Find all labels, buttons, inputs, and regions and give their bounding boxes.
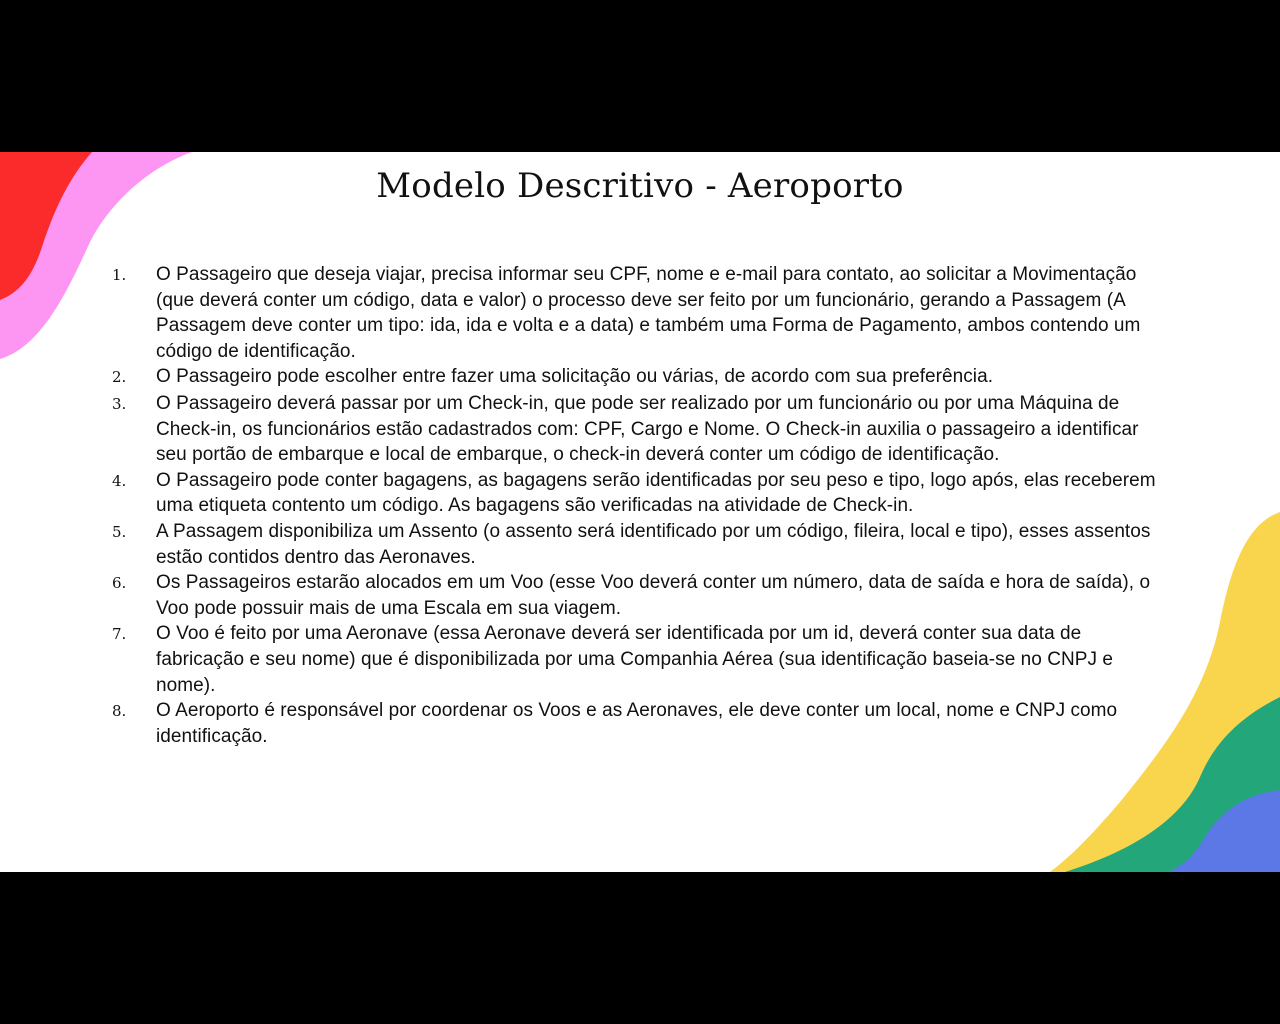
- list-item-text: O Passageiro pode conter bagagens, as bagagens serão identificadas por seu peso e tipo, logo após, elas receberem uma etiqueta contento um código. As bagagens são verificadas na atividade de Check-in.: [156, 469, 1156, 517]
- list-item-number: 1.: [112, 266, 127, 284]
- list-item-number: 6.: [112, 574, 127, 593]
- list-item-text: O Aeroporto é responsável por coordenar os Voos e as Aeronaves, ele deve conter um local, nome e CNPJ como identificação.: [156, 700, 1118, 747]
- list-item: [112, 519, 1172, 570]
- list-item-number: 7.: [112, 625, 127, 644]
- list-item: [112, 364, 1172, 391]
- list-item-number: 3.: [112, 394, 127, 413]
- list-item-number: 4.: [112, 471, 127, 490]
- list-item-text: O Voo é feito por uma Aeronave (essa Aeronave deverá ser identificada por um id, deverá conter sua data de fabricação e seu nome) que é disponibilizada por uma Companhia Aérea (sua identificação baseia-se no CNPJ e nome).: [156, 623, 1113, 696]
- list-item: [112, 262, 1172, 364]
- list-item: [112, 698, 1172, 749]
- slide-title: Modelo Descritivo - Aeroporto: [376, 166, 904, 206]
- list-item-text: O Passageiro pode escolher entre fazer uma solicitação ou várias, de acordo com sua preferência.: [156, 366, 994, 388]
- list-item-text: Os Passageiros estarão alocados em um Voo (esse Voo deverá conter um número, data de saída e hora de saída), o Voo pode possuir mais de uma Escala em sua viagem.: [156, 572, 1151, 619]
- list-item-number: 5.: [112, 522, 127, 541]
- list-item: [112, 621, 1172, 698]
- list-item-text: O Passageiro deverá passar por um Check-in, que pode ser realizado por um funcionário ou por uma Máquina de Check-in, os funcionários estão cadastrados com: CPF, Cargo e Nome. O Check-in auxilia o passageiro a identificar seu portão de embarque e local de embarque, o check-in deverá conter um código de identificação.: [156, 392, 1139, 466]
- list-item: [112, 570, 1172, 621]
- list-item-text: O Passageiro que deseja viajar, precisa informar seu CPF, nome e e-mail para contato, ao solicitar a Movimentação (que deverá conter um código, data e valor) o processo deve ser feito por um funcionário, gerando a Passagem (A Passagem deve conter um tipo: ida, ida e volta e a data) e também uma Forma de Pagamento, ambos contendo um código de identificação.: [156, 264, 1141, 362]
- numbered-list: [112, 262, 1172, 749]
- slide: [0, 152, 1280, 872]
- list-item-number: 2.: [112, 368, 127, 387]
- list-item-number: 8.: [112, 702, 127, 721]
- list-item: [112, 391, 1172, 468]
- list-item: [112, 468, 1172, 519]
- list-item-text: A Passagem disponibiliza um Assento (o assento será identificado por um código, fileira, local e tipo), esses assentos estão contidos dentro das Aeronaves.: [156, 520, 1151, 568]
